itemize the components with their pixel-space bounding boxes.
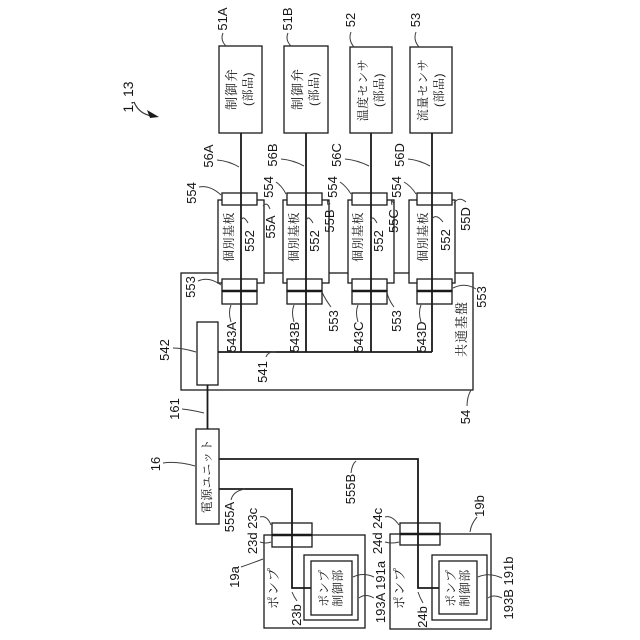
common-board-title: 共通基盤 [454, 300, 469, 358]
connector-553-a [222, 279, 257, 291]
ref-543b: 543B [287, 321, 302, 353]
ref-19b: 19b [472, 495, 487, 517]
leader-554-a [199, 187, 221, 195]
leader-19b [470, 517, 477, 532]
leader-51b [287, 33, 291, 46]
leader-554-b [276, 182, 286, 194]
ref-56a: 56A [201, 144, 216, 168]
leader-51a [222, 33, 226, 46]
leader-56b [281, 159, 304, 166]
leader-161 [182, 409, 204, 413]
leader-555a [231, 489, 245, 500]
ref-555a: 555A [222, 501, 237, 533]
figure-ref-label: 1, 13 [120, 81, 136, 113]
leader-16 [163, 462, 195, 466]
ref-161: 161 [167, 398, 182, 420]
ref-543c: 543C [351, 321, 366, 353]
connector-543a [222, 291, 257, 304]
ref-54: 54 [458, 409, 473, 425]
ref-553-b: 553 [326, 310, 341, 332]
ref-541: 541 [255, 361, 270, 383]
ref-552-c: 552 [371, 230, 386, 252]
ref-55d: 55D [458, 207, 473, 231]
figure-ref-arrowhead [147, 110, 159, 118]
leader-23c [260, 517, 271, 525]
ref-55a: 55A [263, 215, 278, 239]
ref-23d-23c: 23d 23c [245, 507, 260, 555]
leader-19a [241, 559, 263, 567]
connector-554-d [417, 193, 452, 205]
ref-554-a: 554 [184, 182, 199, 204]
leader-554-d [404, 182, 416, 194]
ref-554-d: 554 [389, 176, 404, 198]
connector-554-c [352, 193, 387, 205]
leader-55d [454, 199, 466, 203]
leader-56c [345, 159, 369, 166]
connector-543b [287, 291, 322, 304]
pump-a-title: ポンプ [266, 566, 281, 610]
ref-16: 16 [148, 456, 163, 472]
ref-554-b: 554 [261, 176, 276, 198]
ref-23b: 23b [289, 604, 304, 626]
ref-24d-24c: 24d 24c [370, 507, 385, 555]
ref-554-c: 554 [325, 176, 340, 198]
ref-56d: 56D [392, 143, 407, 167]
ref-52: 52 [343, 12, 358, 28]
ref-193b-191b: 193B 191b [501, 556, 516, 620]
connector-543c [352, 291, 387, 304]
pump-b-controller-title: ポンプ 制御部 [444, 569, 472, 607]
leader-52 [350, 32, 354, 47]
power-block-542 [197, 322, 218, 385]
ref-553-d: 553 [474, 286, 489, 308]
ref-193a-191a: 193A 191a [373, 560, 388, 624]
pump-b-title: ポンプ [392, 566, 407, 610]
component-box-53-label: 流量センサ (部品) [416, 58, 446, 122]
leader-24c [385, 517, 399, 525]
ref-51b: 51B [280, 7, 295, 31]
ref-56b: 56B [265, 143, 280, 167]
ref-51a: 51A [215, 7, 230, 31]
ref-542: 542 [157, 339, 172, 361]
ref-552-a: 552 [242, 230, 257, 252]
connector-553-c [352, 279, 387, 291]
leader-554-c [340, 182, 351, 194]
leader-54 [467, 390, 471, 406]
individual-board-a-title: 個別基板 [222, 211, 236, 263]
ref-543a: 543A [224, 321, 239, 353]
ref-543d: 543D [414, 321, 429, 353]
ref-552-d: 552 [438, 229, 453, 251]
pump-a-controller-title: ポンプ 制御部 [317, 569, 345, 607]
connector-554-a [222, 193, 257, 205]
ref-55b: 55B [322, 209, 337, 233]
individual-board-b-title: 個別基板 [287, 211, 301, 263]
leader-56d [408, 159, 430, 166]
connector-553-d [417, 279, 452, 291]
individual-board-c-title: 個別基板 [351, 211, 365, 263]
individual-board-d-title: 個別基板 [416, 211, 430, 263]
ref-555b: 555B [343, 473, 358, 505]
ref-552-b: 552 [307, 230, 322, 252]
ref-55c: 55C [386, 209, 401, 233]
ref-24b: 24b [415, 606, 430, 628]
ref-56c: 56C [329, 143, 344, 167]
connector-543d [417, 291, 452, 304]
ref-553-a: 553 [183, 276, 198, 298]
connector-553-b [287, 279, 322, 291]
ref-553-c: 553 [389, 310, 404, 332]
component-box-51a-label: 制御弁 (部品) [224, 67, 255, 111]
component-box-52-label: 温度センサ (部品) [356, 58, 386, 122]
power-unit-title: 電源ユニット [200, 438, 214, 514]
component-box-51b-label: 制御弁 (部品) [290, 67, 321, 111]
ref-19a: 19a [227, 566, 242, 588]
leader-56a [217, 160, 239, 167]
ref-53: 53 [408, 12, 423, 28]
leader-53 [415, 32, 419, 47]
connector-554-b [287, 193, 322, 205]
leader-555b [351, 461, 356, 473]
